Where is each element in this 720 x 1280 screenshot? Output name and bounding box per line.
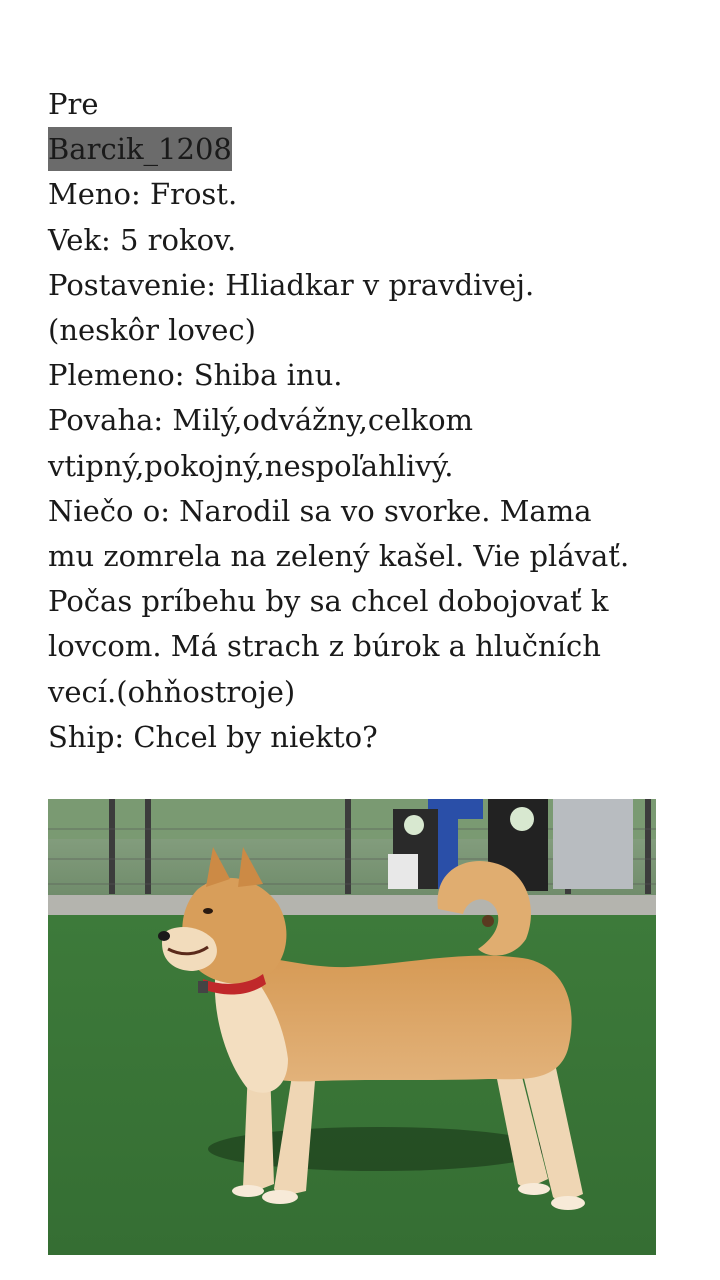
text-line-about-cont-3: lovcom. Má strach z búrok a hlučních xyxy=(48,629,601,664)
post-text xyxy=(48,82,678,760)
user-mention[interactable]: Barcik_1208 xyxy=(48,127,232,171)
text-line-name: Meno: Frost. xyxy=(48,177,238,212)
user-mention-line xyxy=(48,127,678,172)
text-line: Pre xyxy=(48,87,99,121)
text-line-ship: Ship: Chcel by niekto? xyxy=(48,719,378,754)
dog-photo-illustration xyxy=(48,799,656,1255)
text-line-about-cont-2: Počas príbehu by sa chcel dobojovať k xyxy=(48,584,609,619)
text-line-age: Vek: 5 rokov. xyxy=(48,222,237,257)
text-line-rank-note: (neskôr lovec) xyxy=(48,313,256,348)
shiba-inu-dog-photo[interactable] xyxy=(48,799,656,1255)
text-line-rank: Postavenie: Hliadkar v pravdivej. xyxy=(48,267,535,302)
text-line-about: Niečo o: Narodil sa vo svorke. Mama xyxy=(48,493,592,528)
text-line-personality-cont: vtipný,pokojný,nespoľahlivý. xyxy=(48,448,454,483)
text-line-personality: Povaha: Milý,odvážny,celkom xyxy=(48,403,474,438)
text-line-about-cont-1: mu zomrela na zelený kašel. Vie plávať. xyxy=(48,539,630,574)
text-line-about-cont-4: vecí.(ohňostroje) xyxy=(48,674,296,709)
text-line-breed: Plemeno: Shiba inu. xyxy=(48,358,343,393)
